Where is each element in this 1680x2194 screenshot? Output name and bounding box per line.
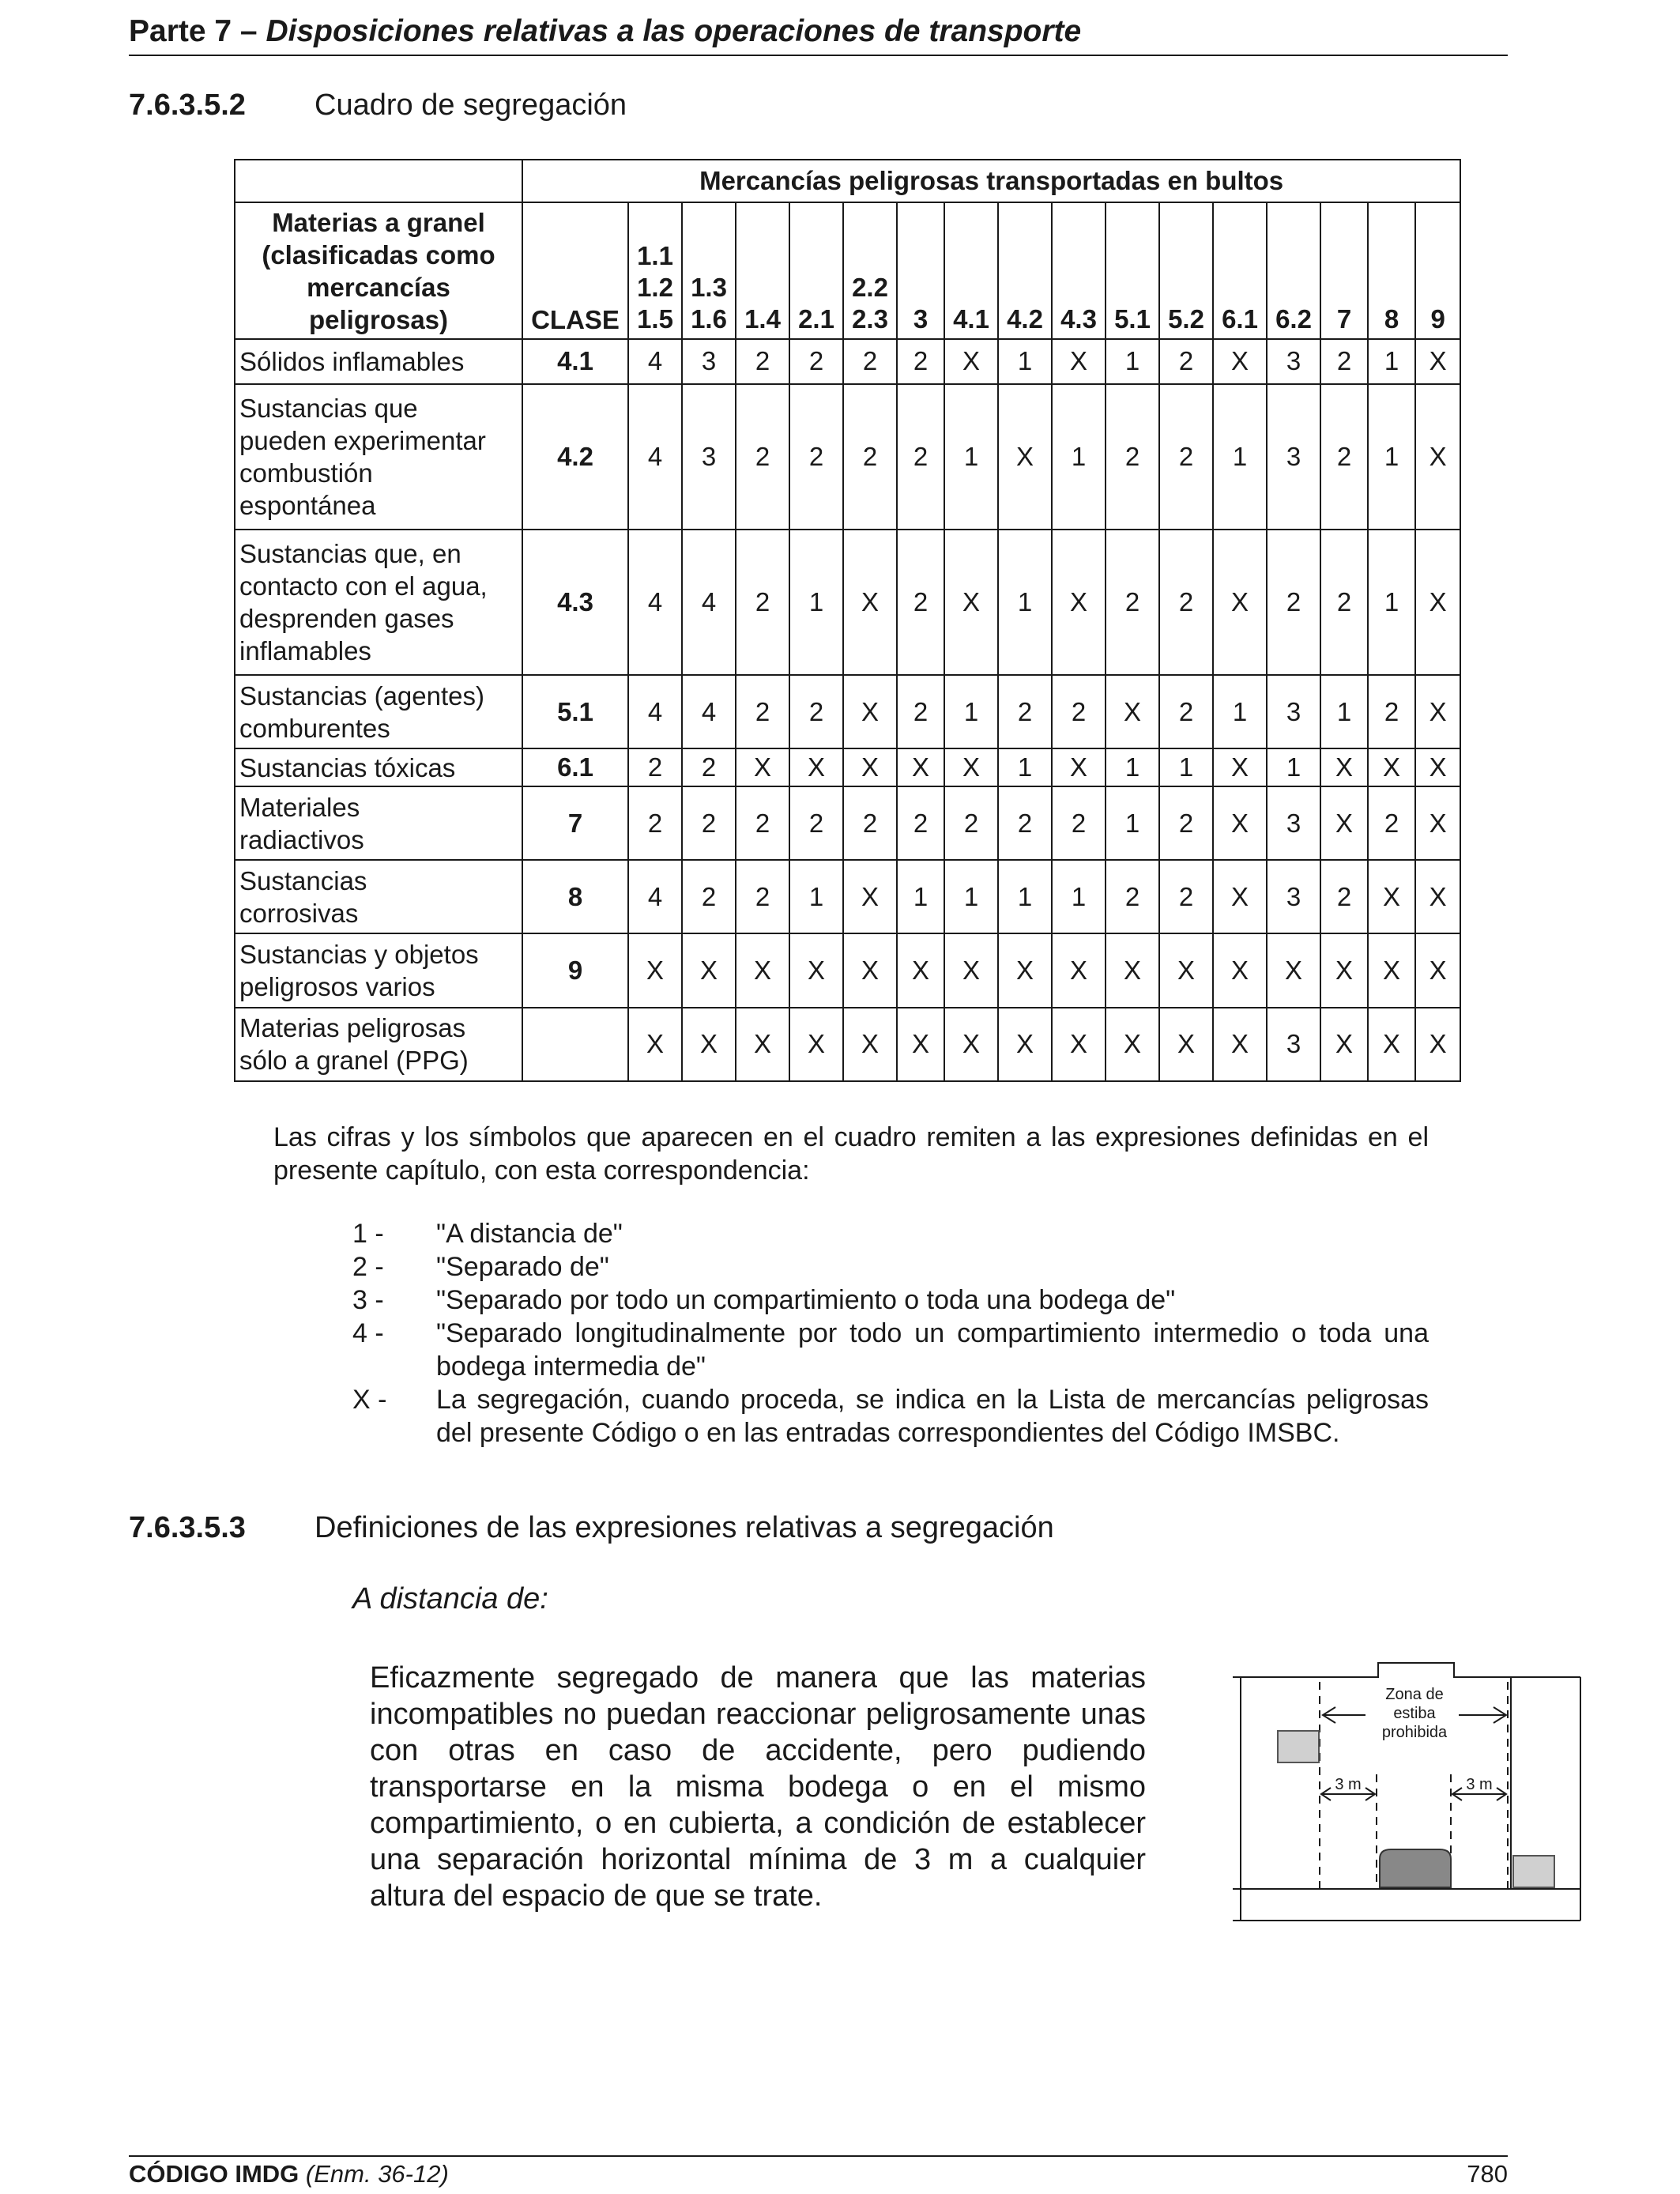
table-cell: X bbox=[1052, 933, 1106, 1007]
class-column-label: 2.3 bbox=[852, 304, 888, 334]
row-label bbox=[235, 860, 522, 933]
table-cell: 2 bbox=[1106, 860, 1159, 933]
table-cell: 1 bbox=[944, 384, 998, 530]
table-cell: 2 bbox=[1159, 384, 1213, 530]
table-cell: 2 bbox=[1159, 339, 1213, 384]
table-cell: X bbox=[1159, 933, 1213, 1007]
row-label-line: Sustancias que, en bbox=[239, 538, 461, 568]
row-class: 4.3 bbox=[522, 530, 628, 675]
footer-code-name: CÓDIGO IMDG bbox=[129, 2160, 299, 2188]
class-column-header bbox=[1368, 202, 1415, 339]
table-cell: 2 bbox=[897, 384, 944, 530]
table-cell: X bbox=[1267, 933, 1320, 1007]
table-cell: X bbox=[1106, 1008, 1159, 1081]
class-column-header bbox=[843, 202, 897, 339]
table-cell: 2 bbox=[789, 675, 843, 748]
table-cell: X bbox=[1415, 786, 1460, 860]
table-cell: 2 bbox=[897, 530, 944, 675]
table-cell: 2 bbox=[1368, 786, 1415, 860]
row-label-line: pueden experimentar bbox=[239, 425, 486, 455]
table-cell: 2 bbox=[1159, 860, 1213, 933]
table-cell: X bbox=[998, 1008, 1052, 1081]
table-cell: X bbox=[1052, 748, 1106, 786]
table-cell: 2 bbox=[628, 748, 682, 786]
table-cell: X bbox=[1320, 748, 1368, 786]
table-cell: 1 bbox=[789, 860, 843, 933]
table-cell: 1 bbox=[998, 748, 1052, 786]
table-cell: X bbox=[1106, 675, 1159, 748]
table-cell: 1 bbox=[998, 530, 1052, 675]
row-label-line: Sustancias bbox=[239, 865, 367, 895]
row-label bbox=[235, 675, 522, 748]
table-cell: 2 bbox=[1368, 675, 1415, 748]
row-label-line: Sustancias (agentes) bbox=[239, 680, 485, 711]
table-cell: 2 bbox=[789, 786, 843, 860]
table-cell: 2 bbox=[1159, 786, 1213, 860]
table-cell: 2 bbox=[628, 786, 682, 860]
row-label bbox=[235, 933, 522, 1007]
table-row bbox=[235, 339, 1460, 384]
class-column-label: 5.2 bbox=[1168, 304, 1204, 334]
legend-text: "Separado de" bbox=[436, 1252, 609, 1282]
table-cell: 4 bbox=[682, 530, 736, 675]
class-column-label: 3 bbox=[913, 304, 929, 334]
table-cell: X bbox=[1415, 1008, 1460, 1081]
table-cell: 2 bbox=[1106, 384, 1159, 530]
legend-key: 2 - bbox=[352, 1252, 384, 1282]
table-cell: X bbox=[736, 748, 789, 786]
row-class: 5.1 bbox=[522, 675, 628, 748]
row-label-line: comburentes bbox=[239, 713, 390, 743]
table-cell: 4 bbox=[628, 860, 682, 933]
table-cell: X bbox=[1368, 933, 1415, 1007]
table-cell: X bbox=[897, 1008, 944, 1081]
table-cell: 2 bbox=[897, 675, 944, 748]
table-cell: 2 bbox=[843, 384, 897, 530]
class-column-label: 8 bbox=[1384, 304, 1399, 334]
table-cell: 2 bbox=[897, 339, 944, 384]
row-label-line: Sustancias que bbox=[239, 393, 418, 423]
table-cell: X bbox=[843, 860, 897, 933]
class-column-header bbox=[628, 202, 682, 339]
table-cell: 2 bbox=[789, 339, 843, 384]
table-cell: 2 bbox=[843, 339, 897, 384]
table-cell: X bbox=[944, 530, 998, 675]
page-header bbox=[129, 14, 1508, 55]
table-cell: X bbox=[1368, 860, 1415, 933]
table-cell: 1 bbox=[1052, 384, 1106, 530]
table-cell: 3 bbox=[682, 339, 736, 384]
table-cell: 1 bbox=[1368, 530, 1415, 675]
table-cell: 2 bbox=[1052, 786, 1106, 860]
table-row bbox=[235, 530, 1460, 675]
class-column-label: 1.4 bbox=[744, 304, 781, 334]
header-title: Disposiciones relativas a las operaciones de transporte bbox=[266, 14, 1082, 48]
legend-key: 3 - bbox=[352, 1285, 384, 1315]
row-label-line: Materiales bbox=[239, 792, 360, 822]
legend-text: "A distancia de" bbox=[436, 1219, 623, 1249]
legend-text: "Separado longitudinalmente por todo un compartimiento intermedio o toda una bodega intermedia de" bbox=[436, 1318, 1429, 1382]
table-cell: 1 bbox=[998, 339, 1052, 384]
table-cell: X bbox=[843, 1008, 897, 1081]
table-note: Las cifras y los símbolos que aparecen en el cuadro remiten a las expresiones definidas en el presente capítulo, con esta correspondencia: bbox=[273, 1122, 1429, 1186]
table-cell: 1 bbox=[1106, 339, 1159, 384]
table-cell: X bbox=[944, 933, 998, 1007]
class-column-label: 4.3 bbox=[1060, 304, 1097, 334]
table-cell: 2 bbox=[736, 339, 789, 384]
row-label-line: Sólidos inflamables bbox=[239, 346, 465, 376]
table-cell: X bbox=[789, 748, 843, 786]
class-column-header bbox=[944, 202, 998, 339]
legend-item bbox=[352, 1217, 1429, 1250]
table-cell: 1 bbox=[1368, 384, 1415, 530]
table-cell: X bbox=[843, 933, 897, 1007]
table-cell: X bbox=[1213, 786, 1267, 860]
table-top-header: Mercancías peligrosas transportadas en bultos bbox=[522, 160, 1460, 202]
table-cell: X bbox=[1213, 1008, 1267, 1081]
row-class: 9 bbox=[522, 933, 628, 1007]
table-cell: X bbox=[1213, 339, 1267, 384]
table-cell: X bbox=[998, 384, 1052, 530]
row-class: 6.1 bbox=[522, 748, 628, 786]
table-cell: X bbox=[1320, 1008, 1368, 1081]
table-cell: 2 bbox=[843, 786, 897, 860]
table-cell: 2 bbox=[682, 860, 736, 933]
row-label-line: Materias peligrosas bbox=[239, 1013, 466, 1043]
table-cell: 1 bbox=[1106, 748, 1159, 786]
table-row bbox=[235, 786, 1460, 860]
table-cell: X bbox=[1159, 1008, 1213, 1081]
zone-label-line: prohibida bbox=[1381, 1724, 1448, 1741]
table-cell: X bbox=[1213, 530, 1267, 675]
table-cell: X bbox=[1320, 786, 1368, 860]
table-cell: 2 bbox=[682, 748, 736, 786]
table-cell: X bbox=[1415, 860, 1460, 933]
footer-code bbox=[129, 2160, 449, 2188]
cargo-tank bbox=[1380, 1849, 1451, 1887]
table-row bbox=[235, 933, 1460, 1007]
table-cell: 4 bbox=[628, 530, 682, 675]
zone-label-line: Zona de bbox=[1385, 1686, 1444, 1703]
segregation-table bbox=[234, 159, 1461, 1082]
table-cell: 3 bbox=[1267, 1008, 1320, 1081]
table-cell: 4 bbox=[628, 384, 682, 530]
table-cell: X bbox=[736, 1008, 789, 1081]
class-column-label: 6.2 bbox=[1275, 304, 1312, 334]
row-class: 4.1 bbox=[522, 339, 628, 384]
table-cell: 2 bbox=[1052, 675, 1106, 748]
class-column-header bbox=[1415, 202, 1460, 339]
row-label-line: radiactivos bbox=[239, 824, 364, 854]
class-column-label: 1.6 bbox=[691, 304, 727, 334]
class-column-label: 2.1 bbox=[798, 304, 834, 334]
table-cell: 1 bbox=[1213, 384, 1267, 530]
table-cell: X bbox=[897, 748, 944, 786]
cargo-box-left bbox=[1278, 1731, 1319, 1762]
table-cell: 2 bbox=[736, 384, 789, 530]
class-column-header bbox=[897, 202, 944, 339]
legend-item bbox=[352, 1383, 1429, 1449]
table-cell: X bbox=[897, 933, 944, 1007]
class-column-label: 9 bbox=[1430, 304, 1445, 334]
class-column-header bbox=[1213, 202, 1267, 339]
row-label-line: sólo a granel (PPG) bbox=[239, 1046, 469, 1076]
row-label bbox=[235, 530, 522, 675]
section-number: 7.6.3.5.2 bbox=[129, 89, 246, 122]
class-column-label: 4.2 bbox=[1007, 304, 1043, 334]
row-class: 8 bbox=[522, 860, 628, 933]
class-column-header bbox=[736, 202, 789, 339]
table-cell: 1 bbox=[1213, 675, 1267, 748]
table-cell: X bbox=[628, 1008, 682, 1081]
table-empty-corner bbox=[235, 160, 522, 202]
table-cell: X bbox=[736, 933, 789, 1007]
class-column-label: 4.1 bbox=[953, 304, 989, 334]
table-cell: X bbox=[998, 933, 1052, 1007]
table-cell: 4 bbox=[682, 675, 736, 748]
table-cell: 2 bbox=[1106, 530, 1159, 675]
table-cell: X bbox=[682, 933, 736, 1007]
subheading: A distancia de: bbox=[352, 1582, 548, 1615]
table-cell: 3 bbox=[1267, 786, 1320, 860]
table-cell: 4 bbox=[628, 339, 682, 384]
row-label-line: espontánea bbox=[239, 490, 376, 520]
row-label-line: corrosivas bbox=[239, 898, 359, 928]
table-cell: X bbox=[1415, 933, 1460, 1007]
table-cell: 2 bbox=[1320, 860, 1368, 933]
table-cell: 2 bbox=[1267, 530, 1320, 675]
table-row bbox=[235, 675, 1460, 748]
table-cell: 1 bbox=[897, 860, 944, 933]
table-cell: 1 bbox=[1320, 675, 1368, 748]
class-column-label: 5.1 bbox=[1114, 304, 1151, 334]
clase-column-header: CLASE bbox=[522, 202, 628, 339]
table-cell: X bbox=[944, 339, 998, 384]
class-column-label: 1.2 bbox=[637, 273, 673, 302]
table-cell: 2 bbox=[682, 786, 736, 860]
section-number: 7.6.3.5.3 bbox=[129, 1511, 246, 1544]
class-column-label: 1.3 bbox=[691, 273, 727, 302]
corner-line: Materias a granel bbox=[272, 207, 485, 237]
table-cell: 2 bbox=[998, 675, 1052, 748]
table-cell: 3 bbox=[1267, 339, 1320, 384]
table-cell: X bbox=[843, 675, 897, 748]
legend-item bbox=[352, 1317, 1429, 1383]
table-cell: 2 bbox=[1320, 339, 1368, 384]
table-cell: 2 bbox=[736, 786, 789, 860]
table-cell: X bbox=[1415, 384, 1460, 530]
row-label-line: inflamables bbox=[239, 635, 371, 665]
table-cell: 1 bbox=[944, 860, 998, 933]
row-label-line: Sustancias y objetos bbox=[239, 940, 479, 970]
legend-text: La segregación, cuando proceda, se indica en la Lista de mercancías peligrosas del presente Código o en las entradas correspondientes del Código IMSBC. bbox=[436, 1385, 1429, 1448]
row-class bbox=[522, 1008, 628, 1081]
table-cell: 1 bbox=[1159, 748, 1213, 786]
zone-label-line: estiba bbox=[1393, 1705, 1436, 1722]
section-title: Definiciones de las expresiones relativas a segregación bbox=[315, 1511, 1054, 1544]
legend-list bbox=[352, 1217, 1429, 1449]
row-label bbox=[235, 786, 522, 860]
left-distance-label: 3 m bbox=[1335, 1776, 1362, 1793]
table-cell: X bbox=[1213, 860, 1267, 933]
table-cell: 2 bbox=[1159, 675, 1213, 748]
legend-key: X - bbox=[352, 1385, 387, 1415]
table-cell: 2 bbox=[789, 384, 843, 530]
table-cell: X bbox=[1415, 339, 1460, 384]
table-row bbox=[235, 1008, 1460, 1081]
table-cell: 2 bbox=[736, 860, 789, 933]
legend-text: "Separado por todo un compartimiento o toda una bodega de" bbox=[436, 1285, 1176, 1315]
header-part: Parte 7 – bbox=[129, 14, 266, 48]
header-rule bbox=[129, 55, 1508, 56]
row-label bbox=[235, 748, 522, 786]
row-label bbox=[235, 1008, 522, 1081]
table-cell: 3 bbox=[1267, 384, 1320, 530]
table-cell: 1 bbox=[1106, 786, 1159, 860]
class-column-header bbox=[1052, 202, 1106, 339]
corner-line: mercancías bbox=[307, 272, 450, 302]
footer-rule bbox=[129, 2155, 1508, 2157]
deck-outline bbox=[1233, 1663, 1580, 1677]
row-label-line: combustión bbox=[239, 458, 373, 488]
table-cell: 1 bbox=[1052, 860, 1106, 933]
stowage-diagram bbox=[1233, 1652, 1588, 1936]
table-cell: X bbox=[1106, 933, 1159, 1007]
table-cell: X bbox=[1052, 1008, 1106, 1081]
class-column-label: 7 bbox=[1336, 304, 1352, 334]
table-row bbox=[235, 860, 1460, 933]
table-cell: X bbox=[1213, 748, 1267, 786]
definition-paragraph: Eficazmente segregado de manera que las materias incompatibles no puedan reaccionar peligrosamente unas con otras en caso de accidente, pero pudiendo transportarse en la misma bodega o en el mismo compartimiento, o en cubierta, a condición de establecer una separación horizontal mínima de 3 m a cualquier altura del espacio de que se trate. bbox=[370, 1661, 1146, 1913]
table-corner-header bbox=[235, 202, 522, 339]
table-cell: X bbox=[843, 530, 897, 675]
class-column-label: 1.1 bbox=[637, 241, 673, 270]
table-cell: 1 bbox=[789, 530, 843, 675]
class-column-header bbox=[1106, 202, 1159, 339]
section-title: Cuadro de segregación bbox=[315, 89, 627, 122]
table-cell: 2 bbox=[736, 675, 789, 748]
table-cell: 1 bbox=[1267, 748, 1320, 786]
legend-key: 1 - bbox=[352, 1219, 384, 1249]
table-cell: X bbox=[843, 748, 897, 786]
table-cell: X bbox=[1052, 530, 1106, 675]
class-column-label: 6.1 bbox=[1222, 304, 1258, 334]
table-cell: X bbox=[944, 1008, 998, 1081]
table-cell: X bbox=[1415, 748, 1460, 786]
table-cell: 1 bbox=[1368, 339, 1415, 384]
table-cell: X bbox=[1368, 1008, 1415, 1081]
table-cell: 4 bbox=[628, 675, 682, 748]
table-cell: X bbox=[1213, 933, 1267, 1007]
footer-amendment: (Enm. 36-12) bbox=[305, 2160, 449, 2188]
table-cell: 3 bbox=[1267, 675, 1320, 748]
class-column-header bbox=[998, 202, 1052, 339]
page-number: 780 bbox=[1467, 2160, 1508, 2188]
table-row bbox=[235, 748, 1460, 786]
table-cell: 1 bbox=[998, 860, 1052, 933]
table-cell: 2 bbox=[1159, 530, 1213, 675]
table-cell: 2 bbox=[1320, 384, 1368, 530]
row-label-line: Sustancias tóxicas bbox=[239, 752, 456, 782]
corner-line: peligrosas) bbox=[308, 304, 449, 334]
table-cell: X bbox=[789, 933, 843, 1007]
corner-line: (clasificadas como bbox=[262, 239, 495, 270]
class-column-header bbox=[1267, 202, 1320, 339]
legend-key: 4 - bbox=[352, 1318, 384, 1348]
table-cell: X bbox=[628, 933, 682, 1007]
row-label-line: contacto con el agua, bbox=[239, 571, 488, 601]
table-cell: 2 bbox=[736, 530, 789, 675]
table-cell: 3 bbox=[682, 384, 736, 530]
row-label bbox=[235, 384, 522, 530]
table-cell: 2 bbox=[1320, 530, 1368, 675]
class-column-header bbox=[682, 202, 736, 339]
class-column-label: 2.2 bbox=[852, 273, 888, 302]
row-label bbox=[235, 339, 522, 384]
table-cell: X bbox=[1368, 748, 1415, 786]
table-cell: X bbox=[1320, 933, 1368, 1007]
table-cell: 2 bbox=[897, 786, 944, 860]
class-column-header bbox=[789, 202, 843, 339]
row-label-line: peligrosos varios bbox=[239, 972, 435, 1002]
table-cell: 2 bbox=[944, 786, 998, 860]
class-column-header bbox=[1159, 202, 1213, 339]
class-column-label: 1.5 bbox=[637, 304, 673, 334]
table-cell: X bbox=[1415, 675, 1460, 748]
table-cell: X bbox=[682, 1008, 736, 1081]
table-cell: X bbox=[944, 748, 998, 786]
class-column-header bbox=[1320, 202, 1368, 339]
right-distance-label: 3 m bbox=[1466, 1776, 1493, 1793]
table-cell: 1 bbox=[944, 675, 998, 748]
table-cell: X bbox=[789, 1008, 843, 1081]
row-class: 4.2 bbox=[522, 384, 628, 530]
table-cell: 2 bbox=[998, 786, 1052, 860]
table-cell: X bbox=[1052, 339, 1106, 384]
row-class: 7 bbox=[522, 786, 628, 860]
cargo-box-right bbox=[1513, 1856, 1554, 1887]
row-label-line: desprenden gases bbox=[239, 603, 454, 633]
table-cell: X bbox=[1415, 530, 1460, 675]
table-cell: 3 bbox=[1267, 860, 1320, 933]
legend-item bbox=[352, 1250, 1429, 1284]
table-row bbox=[235, 384, 1460, 530]
legend-item bbox=[352, 1284, 1429, 1317]
